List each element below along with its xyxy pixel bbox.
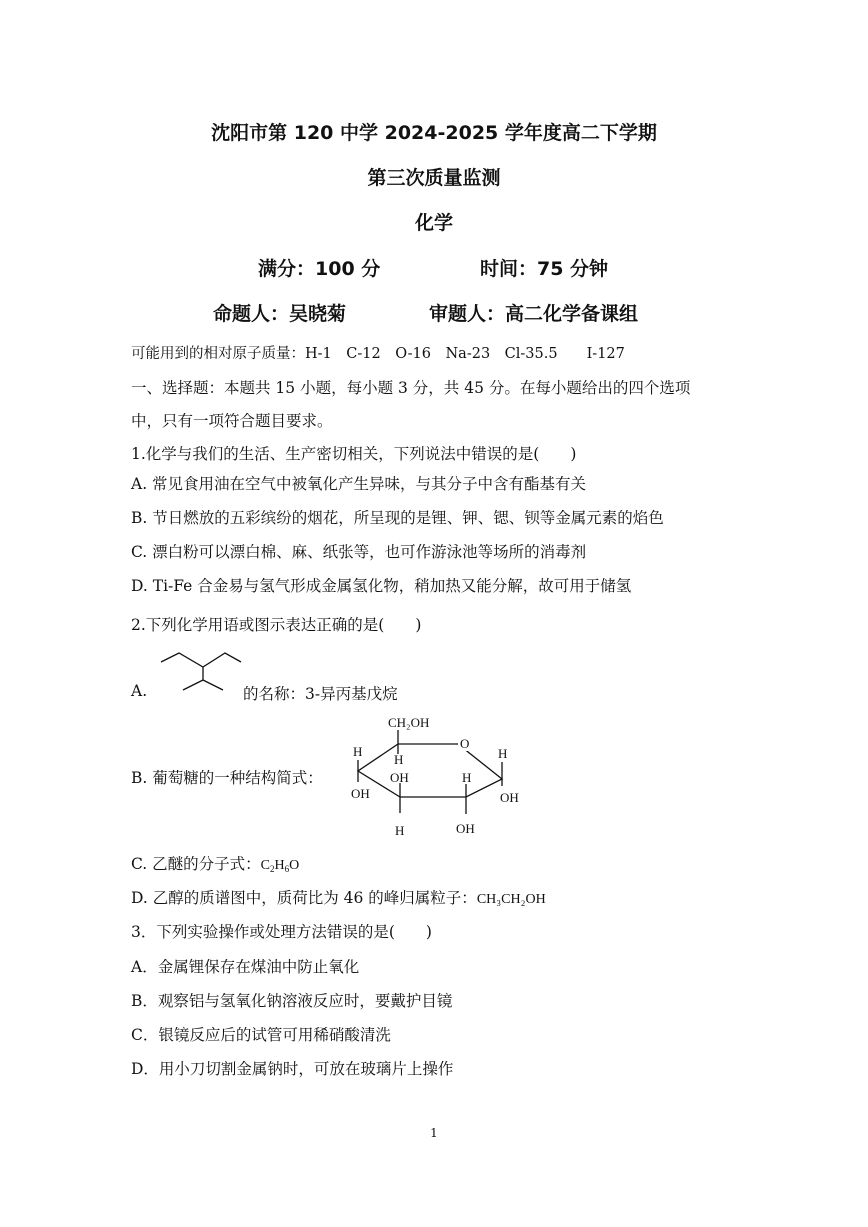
- author: 命题人：吴晓菊: [213, 303, 347, 325]
- q2-option-b: B. 葡萄糖的一种结构简式：: [131, 769, 323, 787]
- glucose-h-label: H: [498, 746, 508, 761]
- glucose-h-label: H: [394, 752, 404, 767]
- skeletal-structure-diagram: [155, 645, 245, 695]
- glucose-ring-oxygen-label: O: [460, 736, 470, 751]
- q1-option-b: B. 节日燃放的五彩缤纷的烟花，所呈现的是锂、钾、锶、钡等金属元素的焰色: [131, 509, 664, 527]
- q2-stem: 2.下列化学用语或图示表达正确的是( ): [131, 616, 422, 634]
- ethanol-formula: CH₃CH₂OH: [476, 892, 546, 907]
- glucose-oh-label: OH: [390, 770, 409, 785]
- q3-stem: 3．下列实验操作或处理方法错误的是( ): [131, 923, 432, 941]
- page-number: 1: [430, 1126, 438, 1140]
- section-intro-line2: 中，只有一项符合题目要求。: [131, 412, 333, 430]
- glucose-oh-label: OH: [351, 786, 370, 801]
- exam-name: 第三次质量监测: [367, 167, 501, 189]
- q3-option-c: C．银镜反应后的试管可用稀硝酸清洗: [131, 1026, 391, 1044]
- q2-option-a-text: 的名称：3-异丙基戊烷: [243, 685, 398, 703]
- q2-option-c: [131, 852, 299, 874]
- q1-option-a: A. 常见食用油在空气中被氧化产生异味，与其分子中含有酯基有关: [131, 475, 587, 493]
- page-title: 沈阳市第 120 中学 2024-2025 学年度高二下学期: [211, 122, 657, 144]
- q3-option-d: D．用小刀切割金属钠时，可放在玻璃片上操作: [131, 1060, 454, 1078]
- glucose-structure-diagram: [340, 710, 540, 845]
- exam-time: 时间：75 分钟: [480, 258, 609, 280]
- reviewer: 审题人：高二化学备课组: [429, 303, 639, 325]
- q2-option-d: [131, 886, 546, 908]
- glucose-ch2oh-label: CH₂OH: [388, 715, 430, 730]
- glucose-h-label: H: [462, 770, 472, 785]
- q3-option-b: B．观察铝与氢氧化钠溶液反应时，要戴护目镜: [131, 992, 453, 1010]
- q2-option-d-text: D. 乙醇的质谱图中，质荷比为 46 的峰归属粒子：: [131, 889, 477, 907]
- glucose-oh-label: OH: [500, 790, 519, 805]
- full-score: 满分：100 分: [258, 258, 381, 280]
- glucose-oh-label: OH: [456, 821, 475, 836]
- q1-option-d: D. Ti-Fe 合金易与氢气形成金属氢化物，稍加热又能分解，故可用于储氢: [131, 577, 632, 595]
- glucose-h-label: H: [353, 744, 363, 759]
- glucose-h-label: H: [395, 823, 405, 838]
- ether-formula: $C_2H_6O$: [260, 858, 300, 874]
- q2-option-c-text: C. 乙醚的分子式：: [131, 855, 261, 873]
- q1-option-c: C. 漂白粉可以漂白棉、麻、纸张等，也可作游泳池等场所的消毒剂: [131, 543, 587, 561]
- section-intro-line1: 一、选择题：本题共 15 小题，每小题 3 分，共 45 分。在每小题给出的四个选项: [131, 379, 691, 397]
- atomic-masses: 可能用到的相对原子质量：H-1 C-12 O-16 Na-23 Cl-35.5 I-127: [131, 346, 625, 362]
- subject: 化学: [414, 212, 453, 234]
- q1-stem: 1.化学与我们的生活、生产密切相关，下列说法中错误的是( ): [131, 445, 577, 463]
- q3-option-a: A．金属锂保存在煤油中防止氧化: [131, 958, 360, 976]
- q2-option-a-label: A.: [131, 682, 148, 700]
